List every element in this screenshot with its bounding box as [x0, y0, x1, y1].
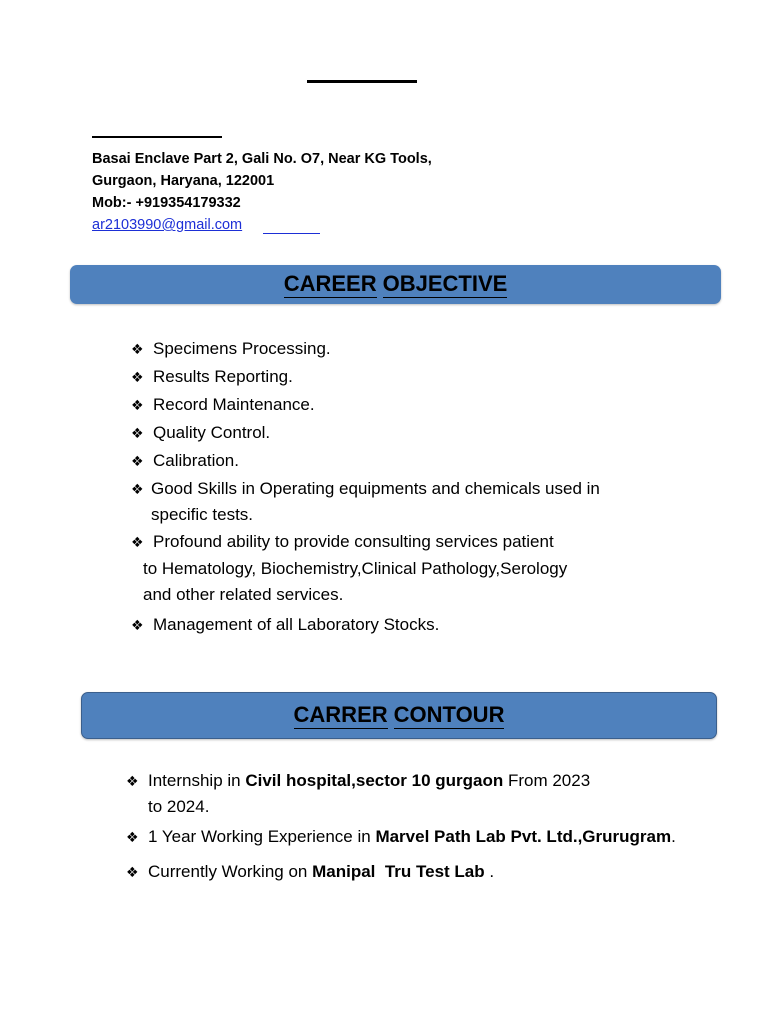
list-item: ❖ 1 Year Working Experience in Marvel Path Lab Pvt. Ltd.,Grurugram. — [126, 824, 676, 850]
contour-list — [126, 768, 676, 885]
four-diamond-bullet-icon: ❖ — [131, 481, 144, 497]
address-line-1: Basai Enclave Part 2, Gali No. O7, Near KG Tools, — [92, 151, 432, 167]
career-objective-banner — [70, 265, 721, 304]
four-diamond-bullet-icon: ❖ — [131, 453, 144, 469]
list-item: ❖ Quality Control. — [131, 420, 600, 447]
list-item-continuation: specific tests. — [151, 504, 254, 524]
email-link[interactable]: ar2103990@gmail.com — [92, 217, 243, 233]
email-underline-trail — [263, 233, 320, 234]
list-item: ❖ Record Maintenance. — [131, 392, 600, 419]
four-diamond-bullet-icon: ❖ — [126, 829, 139, 845]
four-diamond-bullet-icon: ❖ — [131, 534, 144, 550]
mobile-number: Mob:- +919354179332 — [92, 195, 241, 211]
list-item: ❖ Currently Working on Manipal Tru Test Lab . — [126, 859, 676, 885]
four-diamond-bullet-icon: ❖ — [126, 773, 139, 789]
list-item: ❖ Internship in Civil hospital,sector 10 gurgaon From 2023 — [126, 768, 676, 794]
contact-block — [92, 148, 432, 236]
four-diamond-bullet-icon: ❖ — [131, 616, 144, 633]
section-title-word: OBJECTIVE — [382, 270, 508, 296]
career-contour-banner — [81, 692, 717, 739]
list-item: ❖ Calibration. — [131, 448, 600, 475]
list-item-continuation: to Hematology, Biochemistry,Clinical Pathology,Serology — [143, 558, 568, 578]
section-title-word: CONTOUR — [393, 701, 505, 727]
list-item-continuation: to 2024. — [148, 797, 210, 816]
four-diamond-bullet-icon: ❖ — [126, 864, 139, 880]
title-underline-rule — [307, 80, 417, 83]
name-underline-rule — [92, 136, 222, 138]
list-item-continuation: and other related services. — [143, 585, 344, 604]
section-title-word: CAREER — [283, 270, 377, 296]
four-diamond-bullet-icon: ❖ — [131, 397, 144, 413]
four-diamond-bullet-icon: ❖ — [131, 341, 144, 357]
four-diamond-bullet-icon: ❖ — [131, 425, 144, 441]
list-item: ❖ Profound ability to provide consulting services patient — [131, 529, 600, 556]
objective-list — [131, 336, 600, 638]
list-item: ❖ Specimens Processing. — [131, 336, 600, 363]
list-item: ❖ Good Skills in Operating equipments and chemicals used in — [131, 476, 600, 503]
list-item: ❖ Management of all Laboratory Stocks. — [131, 612, 600, 639]
list-item: ❖ Results Reporting. — [131, 364, 600, 391]
four-diamond-bullet-icon: ❖ — [131, 369, 144, 385]
address-line-2: Gurgaon, Haryana, 122001 — [92, 173, 275, 189]
section-title-word: CARRER — [293, 701, 388, 727]
